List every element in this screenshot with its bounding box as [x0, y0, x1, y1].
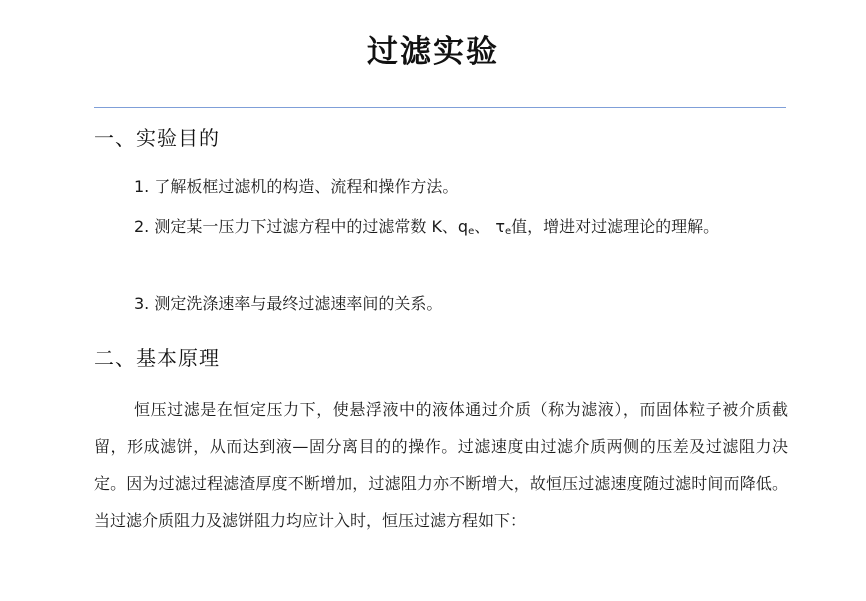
objective-item-3: 3. 测定洗涤速率与最终过滤速率间的关系。: [134, 294, 443, 313]
objective-item-2-prefix: 2. 测定某一压力下过滤方程中的过滤常数 K、q: [134, 217, 469, 236]
objective-item-2-mid: 、 τ: [474, 217, 505, 236]
subscript-e: e: [504, 226, 512, 237]
title-divider: [94, 107, 786, 108]
principles-paragraph: 恒压过滤是在恒定压力下，使悬浮液中的液体通过介质（称为滤液），而固体粒子被介质截留，形成滤饼，从而达到液—固分离目的的操作。过滤速度由过滤介质两侧的压差及过滤阻力决定。因为过滤过程滤渣厚度不断增加，过滤阻力亦不断增大，故恒压过滤速度随过滤时间而降低。当过滤介质阻力及滤饼阻力均应计入时，恒压过滤方程如下：: [94, 400, 788, 530]
section-heading-objectives: 一、实验目的: [94, 126, 220, 150]
section-heading-principles: 二、基本原理: [94, 346, 220, 370]
objective-item-2: [94, 208, 788, 250]
objective-item-2-suffix: 值，增进对过滤理论的理解。: [511, 217, 720, 236]
subscript-e: e: [468, 226, 475, 237]
document-title: 过滤实验: [367, 34, 499, 70]
objective-item-1: 1. 了解板框过滤机的构造、流程和操作方法。: [134, 177, 459, 196]
equation-cutoff: [270, 594, 340, 601]
